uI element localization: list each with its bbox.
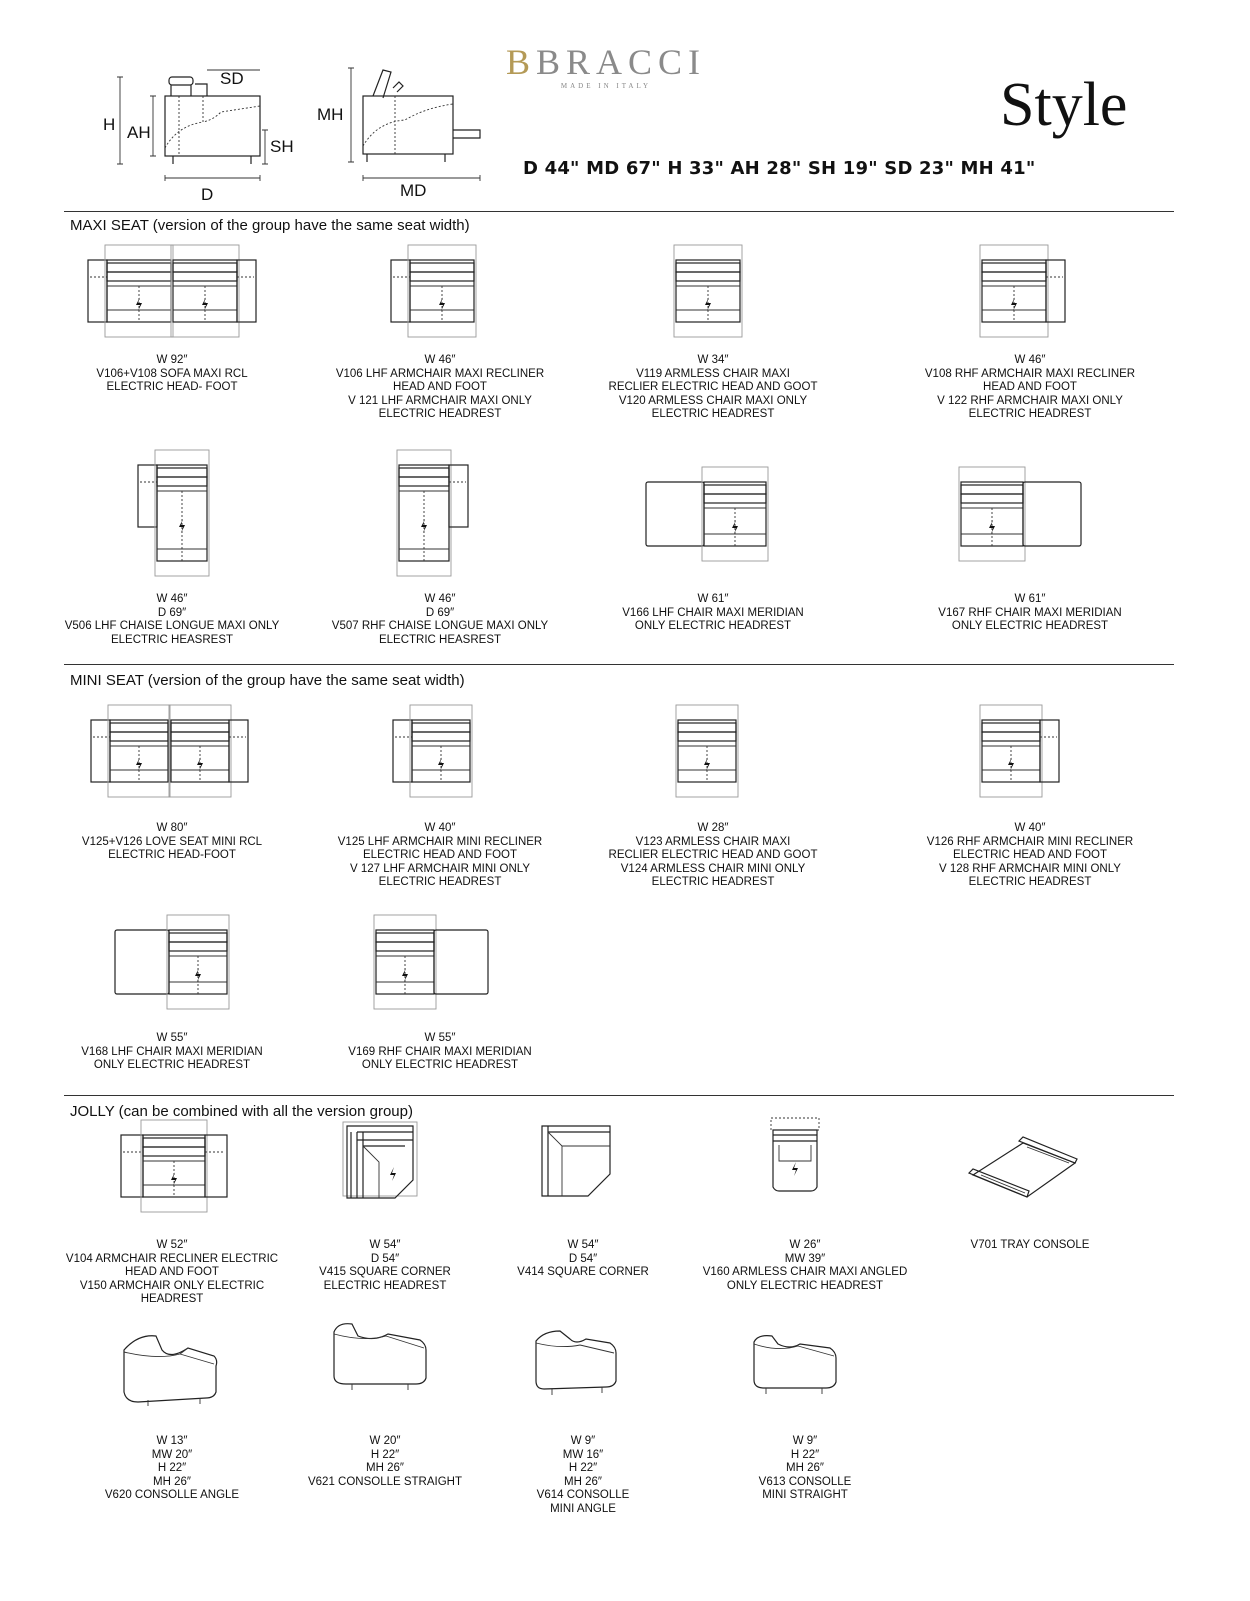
sketch-v621-consolle-straight bbox=[328, 1318, 438, 1398]
sketch-v160-angled bbox=[765, 1115, 825, 1205]
sketch-v123-armless-mini bbox=[672, 700, 747, 795]
caption-line: V614 CONSOLLE bbox=[536, 1489, 630, 1501]
divider-top bbox=[64, 211, 1174, 212]
caption-line: HEADREST bbox=[140, 1293, 204, 1305]
side-view-diagram bbox=[95, 60, 525, 210]
caption-line: V108 RHF ARMCHAIR MAXI RECLINER bbox=[924, 367, 1136, 380]
caption-line: ELECTRIC HEADREST bbox=[323, 1279, 447, 1292]
caption-line: MW 20″ bbox=[151, 1448, 193, 1461]
mini-item-caption bbox=[300, 1032, 580, 1073]
caption-line: V167 RHF CHAIR MAXI MERIDIAN bbox=[938, 606, 1122, 619]
caption-line: V169 RHF CHAIR MAXI MERIDIAN bbox=[348, 1045, 532, 1058]
caption-line: W 61″ bbox=[1014, 593, 1046, 605]
caption-line: V160 ARMLESS CHAIR MAXI ANGLED bbox=[702, 1266, 908, 1278]
sketch-v166-lhf-meridian bbox=[640, 465, 780, 555]
maxi-item-caption bbox=[890, 354, 1170, 422]
dimensions-line: D 44" MD 67" H 33" AH 28" SH 19" SD 23" MH 41" bbox=[523, 158, 1036, 179]
caption-line: MH 26″ bbox=[786, 1462, 824, 1474]
jolly-item-caption bbox=[665, 1435, 945, 1503]
caption-line: ELECTRIC HEAD AND FOOT bbox=[953, 849, 1107, 861]
caption-line: W 55″ bbox=[156, 1032, 188, 1044]
caption-line: V 121 LHF ARMCHAIR MAXI ONLY bbox=[348, 394, 532, 407]
sketch-v614-consolle-mini-angle bbox=[530, 1325, 630, 1405]
maxi-item-caption bbox=[300, 593, 580, 647]
caption-line: HEAD AND FOOT bbox=[983, 381, 1077, 393]
caption-line: V125 LHF ARMCHAIR MINI RECLINER bbox=[337, 835, 543, 848]
caption-line: ELECTRIC HEADREST bbox=[651, 408, 775, 420]
caption-line: V506 LHF CHAISE LONGUE MAXI ONLY bbox=[64, 620, 280, 632]
sketch-v613-consolle-mini-straight bbox=[748, 1330, 848, 1400]
caption-line: W 92″ bbox=[156, 354, 188, 366]
caption-line: D 54″ bbox=[568, 1252, 598, 1265]
maxi-item-caption bbox=[573, 354, 853, 422]
mini-item-caption bbox=[300, 822, 580, 890]
caption-line: W 52″ bbox=[156, 1239, 188, 1251]
brand-logo bbox=[496, 44, 716, 90]
sketch-v125-lhf-mini bbox=[390, 700, 485, 795]
caption-line: W 9″ bbox=[570, 1435, 596, 1447]
brand-tagline: MADE IN ITALY bbox=[560, 82, 652, 90]
brand-logo-name: BRACCI bbox=[535, 42, 707, 82]
caption-line: W 54″ bbox=[567, 1239, 599, 1251]
caption-line: H 22″ bbox=[790, 1448, 820, 1461]
maxi-item-caption bbox=[573, 593, 853, 634]
caption-line: W 46″ bbox=[156, 593, 188, 605]
caption-line: V120 ARMLESS CHAIR MAXI ONLY bbox=[618, 394, 808, 407]
maxi-item-caption bbox=[32, 593, 312, 647]
label-d: D bbox=[201, 185, 214, 204]
jolly-item-caption bbox=[890, 1239, 1170, 1253]
sketch-v415-square-corner bbox=[335, 1118, 435, 1218]
caption-line: ELECTRIC HEASREST bbox=[110, 633, 234, 646]
section-mini-title: MINI SEAT (version of the group have the same seat width) bbox=[70, 672, 465, 689]
caption-line: RECLIER ELECTRIC HEAD AND GOOT bbox=[608, 849, 818, 861]
label-sh: SH bbox=[270, 137, 294, 156]
caption-line: W 13″ bbox=[156, 1435, 188, 1447]
maxi-item-caption bbox=[300, 354, 580, 422]
label-mh: MH bbox=[317, 105, 344, 124]
caption-line: W 46″ bbox=[424, 354, 456, 366]
caption-line: V123 ARMLESS CHAIR MAXI bbox=[635, 835, 791, 848]
caption-line: ELECTRIC HEADREST bbox=[378, 408, 502, 420]
caption-line: MH 26″ bbox=[153, 1475, 191, 1488]
sketch-v104-armchair bbox=[118, 1120, 228, 1220]
caption-line: V 122 RHF ARMCHAIR MAXI ONLY bbox=[937, 394, 1123, 407]
recliner-side-profile bbox=[317, 68, 480, 200]
caption-line: V166 LHF CHAIR MAXI MERIDIAN bbox=[622, 606, 804, 619]
caption-line: MH 26″ bbox=[564, 1475, 602, 1488]
mini-item-caption bbox=[890, 822, 1170, 890]
maxi-item-caption bbox=[890, 593, 1170, 634]
caption-line: ELECTRIC HEADREST bbox=[968, 408, 1092, 420]
caption-line: W 54″ bbox=[369, 1239, 401, 1251]
caption-line: D 69″ bbox=[425, 606, 455, 619]
sketch-v119-armless bbox=[670, 240, 750, 335]
caption-line: V613 CONSOLLE bbox=[758, 1475, 852, 1488]
caption-line: ELECTRIC HEAD-FOOT bbox=[108, 849, 236, 861]
caption-line: V119 ARMLESS CHAIR MAXI bbox=[636, 367, 790, 380]
caption-line: V621 CONSOLLE STRAIGHT bbox=[307, 1475, 463, 1488]
caption-line: W 28″ bbox=[697, 822, 729, 834]
caption-line: V124 ARMLESS CHAIR MINI ONLY bbox=[620, 862, 806, 875]
caption-line: ONLY ELECTRIC HEADREST bbox=[634, 620, 792, 632]
divider-jolly bbox=[64, 1095, 1174, 1096]
caption-line: V106 LHF ARMCHAIR MAXI RECLINER bbox=[335, 367, 545, 380]
caption-line: H 22″ bbox=[157, 1462, 187, 1474]
sketch-v507-rhf-chaise bbox=[395, 455, 485, 575]
label-h: H bbox=[103, 115, 116, 134]
caption-line: V414 SQUARE CORNER bbox=[517, 1266, 649, 1278]
caption-line: D 69″ bbox=[157, 606, 187, 619]
caption-line: MINI ANGLE bbox=[550, 1502, 616, 1515]
caption-line: W 20″ bbox=[369, 1435, 401, 1447]
caption-line: HEAD AND FOOT bbox=[393, 381, 487, 393]
sketch-v506-lhf-chaise bbox=[135, 455, 225, 575]
section-maxi-title: MAXI SEAT (version of the group have the same seat width) bbox=[70, 217, 470, 234]
caption-line: V620 CONSOLLE ANGLE bbox=[104, 1489, 240, 1501]
sketch-v106-lhf-armchair bbox=[388, 240, 488, 335]
caption-line: ELECTRIC HEADREST bbox=[651, 876, 775, 888]
caption-line: MH 26″ bbox=[366, 1462, 404, 1474]
caption-line: W 46″ bbox=[1014, 354, 1046, 366]
label-md: MD bbox=[400, 181, 427, 200]
label-ah: AH bbox=[127, 123, 151, 142]
mini-item-caption bbox=[573, 822, 853, 890]
caption-line: D 54″ bbox=[370, 1252, 400, 1265]
sketch-v168-lhf-meridian bbox=[112, 910, 242, 1005]
sketch-v167-rhf-meridian bbox=[955, 465, 1095, 555]
caption-line: HEAD AND FOOT bbox=[125, 1266, 219, 1278]
caption-line: W 40″ bbox=[424, 822, 456, 834]
caption-line: ONLY ELECTRIC HEADREST bbox=[951, 620, 1109, 632]
caption-line: H 22″ bbox=[370, 1448, 400, 1461]
caption-line: RECLIER ELECTRIC HEAD AND GOOT bbox=[608, 381, 818, 393]
caption-line: V104 ARMCHAIR RECLINER ELECTRIC bbox=[65, 1252, 279, 1265]
caption-line: V 128 RHF ARMCHAIR MINI ONLY bbox=[939, 862, 1121, 875]
sketch-v106-v108-sofa bbox=[85, 240, 265, 335]
caption-line: MW 16″ bbox=[562, 1448, 604, 1461]
maxi-item-caption bbox=[32, 354, 312, 395]
sketch-v125-v126-loveseat bbox=[88, 700, 263, 795]
caption-line: V 127 LHF ARMCHAIR MINI ONLY bbox=[350, 862, 530, 875]
mini-item-caption bbox=[32, 822, 312, 863]
sketch-v414-square-corner bbox=[538, 1120, 618, 1200]
caption-line: MINI STRAIGHT bbox=[762, 1489, 848, 1501]
caption-line: ONLY ELECTRIC HEADREST bbox=[93, 1059, 251, 1071]
sketch-v108-rhf-armchair bbox=[976, 240, 1076, 335]
mini-item-caption bbox=[32, 1032, 312, 1073]
caption-line: W 40″ bbox=[1014, 822, 1046, 834]
caption-line: V507 RHF CHAISE LONGUE MAXI ONLY bbox=[331, 620, 549, 632]
caption-line: ELECTRIC HEAD AND FOOT bbox=[363, 849, 517, 861]
collection-title: Style bbox=[1000, 71, 1128, 139]
caption-line: ELECTRIC HEADREST bbox=[378, 876, 502, 888]
caption-line: V106+V108 SOFA MAXI RCL bbox=[96, 367, 248, 380]
sketch-v701-tray-console bbox=[965, 1135, 1085, 1205]
caption-line: ELECTRIC HEASREST bbox=[378, 633, 502, 646]
caption-line: W 26″ bbox=[789, 1239, 821, 1251]
divider-mini bbox=[64, 664, 1174, 665]
sketch-v169-rhf-meridian bbox=[372, 910, 502, 1005]
caption-line: W 61″ bbox=[697, 593, 729, 605]
caption-line: ELECTRIC HEAD- FOOT bbox=[106, 381, 238, 393]
caption-line: W 55″ bbox=[424, 1032, 456, 1044]
brand-logo-b: B bbox=[505, 42, 536, 82]
sketch-v620-consolle-angle bbox=[118, 1330, 228, 1410]
caption-line: W 80″ bbox=[156, 822, 188, 834]
section-jolly-title: JOLLY (can be combined with all the version group) bbox=[70, 1103, 413, 1120]
caption-line: V125+V126 LOVE SEAT MINI RCL bbox=[81, 835, 263, 848]
caption-line: V701 TRAY CONSOLE bbox=[970, 1239, 1090, 1251]
caption-line: MW 39″ bbox=[784, 1252, 826, 1265]
caption-line: W 9″ bbox=[792, 1435, 818, 1447]
caption-line: ELECTRIC HEADREST bbox=[968, 876, 1092, 888]
caption-line: V150 ARMCHAIR ONLY ELECTRIC bbox=[79, 1279, 265, 1292]
caption-line: ONLY ELECTRIC HEADREST bbox=[726, 1279, 884, 1292]
caption-line: W 46″ bbox=[424, 593, 456, 605]
caption-line: H 22″ bbox=[568, 1462, 598, 1474]
caption-line: V126 RHF ARMCHAIR MINI RECLINER bbox=[926, 835, 1134, 848]
label-sd: SD bbox=[220, 69, 244, 88]
sketch-v126-rhf-mini bbox=[976, 700, 1071, 795]
caption-line: V415 SQUARE CORNER bbox=[319, 1266, 451, 1278]
caption-line: W 34″ bbox=[697, 354, 729, 366]
caption-line: V168 LHF CHAIR MAXI MERIDIAN bbox=[81, 1045, 263, 1058]
sofa-side-profile bbox=[103, 69, 294, 204]
caption-line: ONLY ELECTRIC HEADREST bbox=[361, 1059, 519, 1071]
